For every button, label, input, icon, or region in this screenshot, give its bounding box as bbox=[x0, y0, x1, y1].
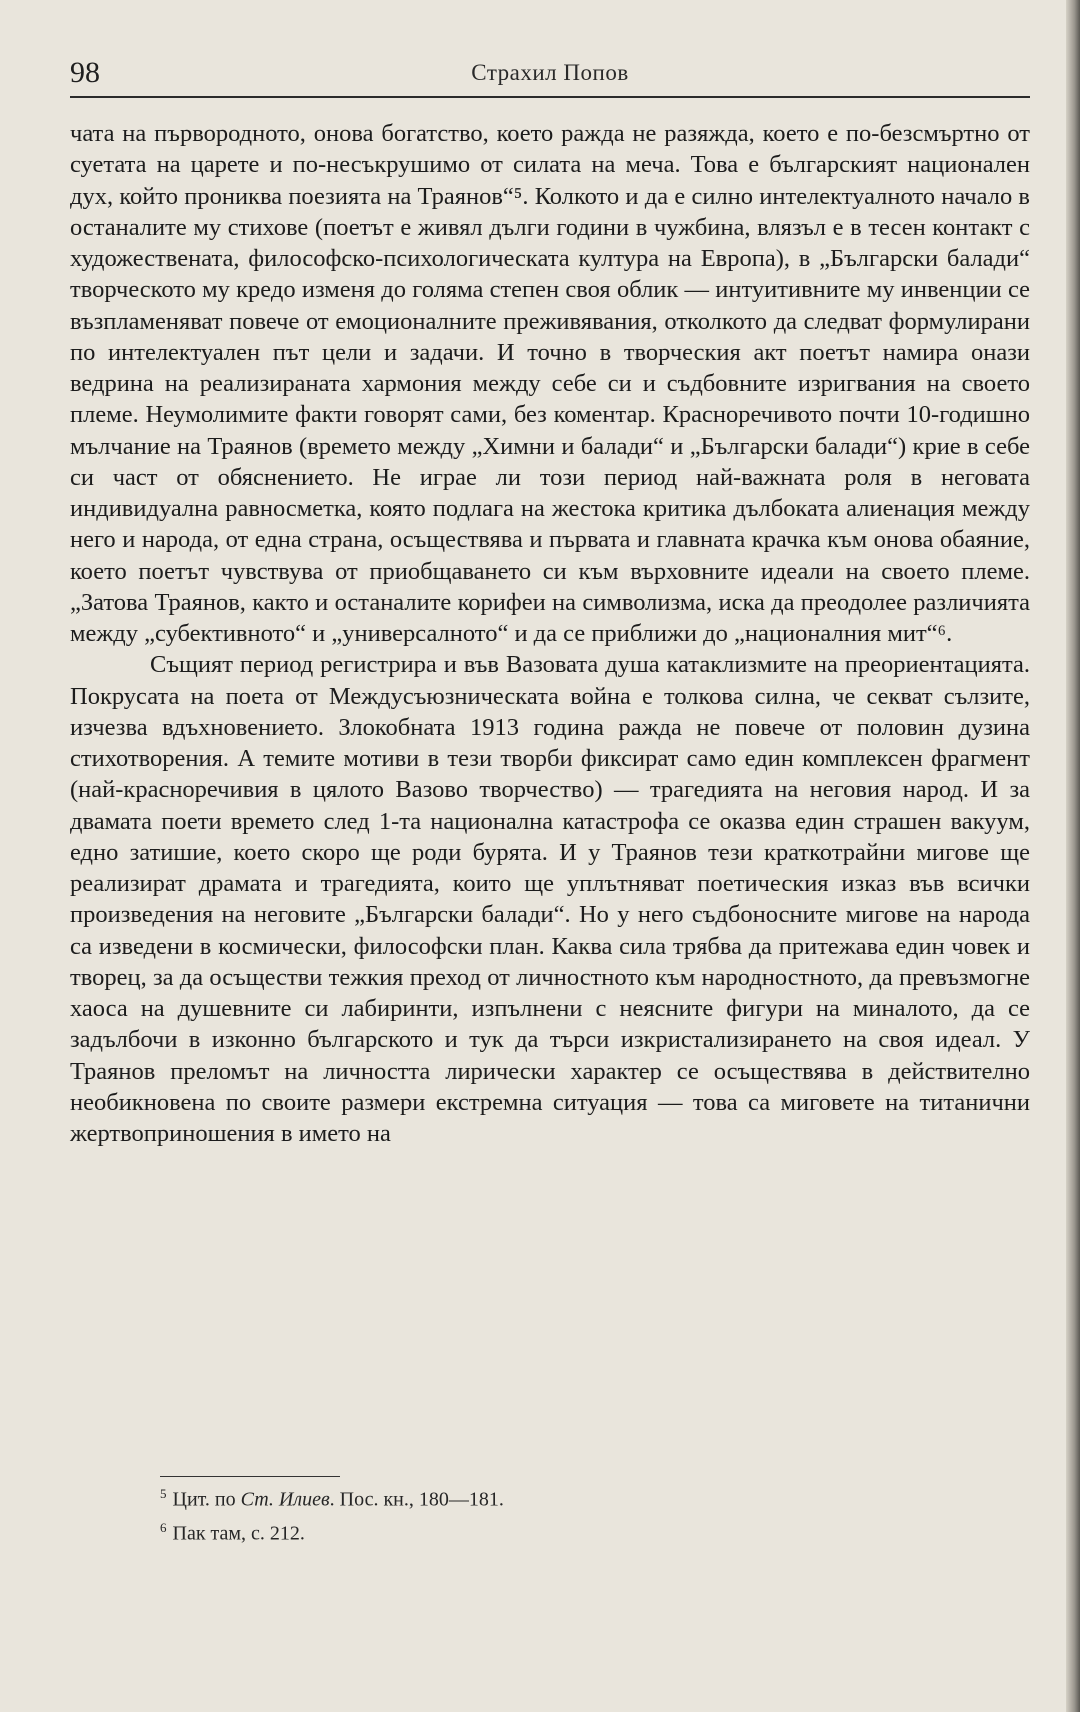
footnote-6 bbox=[160, 1514, 1020, 1548]
footnotes bbox=[160, 1480, 1020, 1547]
running-head: Страхил Попов bbox=[471, 60, 629, 85]
body-text bbox=[70, 118, 1030, 1149]
header-rule bbox=[70, 96, 1030, 98]
footnote-rule bbox=[160, 1476, 340, 1477]
footnote-text: . Пос. кн., 180—181. bbox=[329, 1488, 504, 1511]
page-number: 98 bbox=[70, 56, 100, 89]
paragraph-2: Същият период регистрира и във Вазовата душа катаклизмите на преориентацията. Покрусата на поета от Междусъюзническата война е толкова силна, че секват сълзите, изчезва вдъхновението. Злокобната 1913 година ражда не повече от половин дузина стихотворения. А темите мотиви в тези творби фиксират само един комплексен фрагмент (най-красноречивия в цялото Вазово творчество) — трагедията на неговия народ. И за двамата поети времето след 1-та национална катастрофа се оказва един страшен вакуум, едно затишие, което скоро ще роди бурята. И у Траянов тези краткотрайни мигове ще реализират драмата и трагедията, които ще уплътняват поетическия изказ във всички произведения на неговите „Български балади“. Но у него съдбоносните мигове на народа са изведени в космически, философски план. Каква сила трябва да притежава един човек и творец, за да осъществи тежкия преход от личностното към народностното, да превъзмогне хаоса на душевните си лабиринти, изпълнени с неясните фигури на миналото, да се задълбочи в изконно българското и тук да търси изкристализирането на своя идеал. У Траянов преломът на личността лирически характер се осъществява в действително необикновена по своите размери екстремна ситуация — това са миговете на титанични жертвоприношения в името на bbox=[70, 651, 1030, 1147]
paragraph-1: чата на първородното, онова богатство, което ражда не разяжда, което е по-безсмъртно от суетата на царете и по-несъкрушимо от силата на меча. Това е българският национален дух, който прониква поезията на Траянов“⁵. Колкото и да е силно интелектуалното начало в останалите му стихове (поетът е живял дълги години в чужбина, влязъл е в тесен контакт с художествената, философско-психологическата култура на Европа), в „Български балади“ творческото му кредо изменя до голяма степен своя облик — интуитивните му инвенции се възпламеняват повече от емоционалните преживявания, отколкото да следват формулирани по интелектуален път цели и задачи. И точно в творческия акт поетът намира онази ведрина на реализираната хармония между себе си и съдбовните изригвания на своето племе. Неумолимите факти говорят сами, без коментар. Красноречивото почти 10-годишно мълчание на Траянов (времето между „Химни и балади“ и „Български балади“) крие в себе си част от обяснението. Не играе ли този период най-важната роля в неговата индивидуална равносметка, която подлага на жестока критика дълбоката алиенация между него и народа, от една страна, осъществява и първата и главната крачка към онова обаяние, което поетът чувствува от приобщаването си към върховните идеали на своето племе. „Затова Траянов, както и останалите корифеи на символизма, иска да преодолее различията между „субективното“ и „универсалното“ и да се приближи до „националния мит“⁶. bbox=[70, 120, 1030, 647]
footnote-text: Пак там, с. 212. bbox=[172, 1522, 305, 1545]
footnote-mark: 5 bbox=[160, 1486, 167, 1501]
footnote-text: Цит. по bbox=[172, 1488, 241, 1511]
footnote-author: Ст. Илиев bbox=[240, 1488, 330, 1511]
footnote-mark: 6 bbox=[160, 1519, 167, 1535]
book-spine-edge bbox=[1066, 0, 1080, 1712]
footnote-5 bbox=[160, 1480, 1020, 1514]
page-header bbox=[70, 56, 1030, 96]
